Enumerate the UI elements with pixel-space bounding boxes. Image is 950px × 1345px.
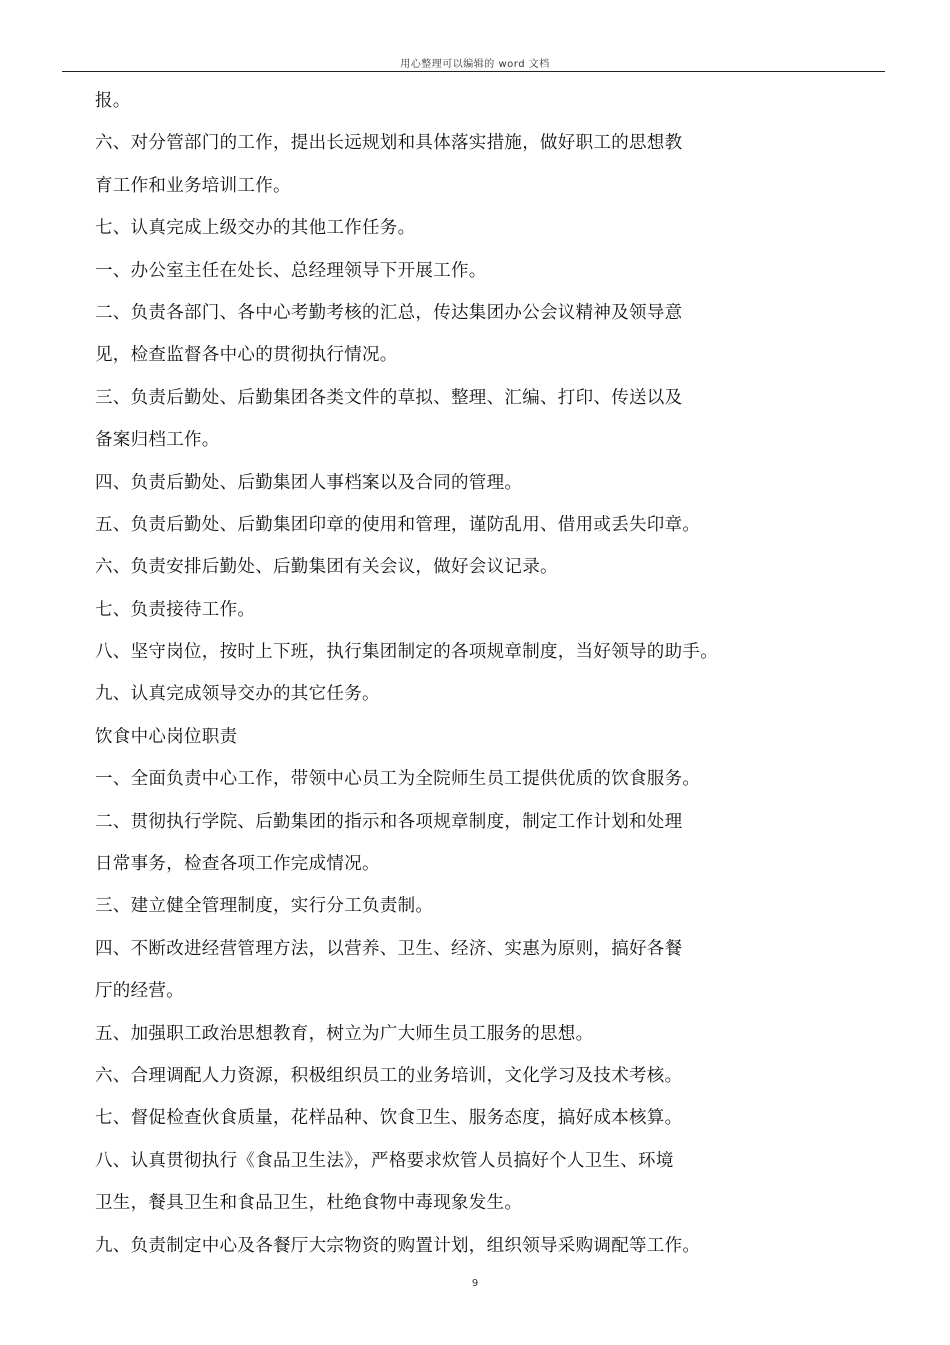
text-line: 一、全面负责中心工作，带领中心员工为全院师生员工提供优质的饮食服务。 — [95, 769, 701, 790]
text-line: 四、负责后勤处、后勤集团人事档案以及合同的管理。 — [95, 472, 523, 493]
text-line: 二、贯彻执行学院、后勤集团的指示和各项规章制度，制定工作计划和处理 — [95, 811, 683, 832]
text-line: 九、认真完成领导交办的其它任务。 — [95, 684, 380, 705]
text-line: 卫生，餐具卫生和食品卫生，杜绝食物中毒现象发生。 — [95, 1193, 523, 1214]
page-number: 9 — [471, 1278, 479, 1289]
text-line: 二、负责各部门、各中心考勤考核的汇总，传达集团办公会议精神及领导意 — [95, 302, 683, 323]
text-line: 四、不断改进经营管理方法，以营养、卫生、经济、实惠为原则，搞好各餐 — [95, 938, 683, 959]
text-line: 一、办公室主任在处长、总经理领导下开展工作。 — [95, 260, 487, 281]
text-line: 八、坚守岗位，按时上下班，执行集团制定的各项规章制度，当好领导的助手。 — [95, 642, 718, 663]
text-line: 九、负责制定中心及各餐厅大宗物资的购置计划，组织领导采购调配等工作。 — [95, 1235, 701, 1256]
text-line: 见，检查监督各中心的贯彻执行情况。 — [95, 345, 398, 366]
text-line: 备案归档工作。 — [95, 430, 220, 451]
section-heading: 饮食中心岗位职责 — [95, 726, 238, 747]
text-line: 七、负责接待工作。 — [95, 599, 256, 620]
header-divider — [62, 71, 885, 72]
text-line: 八、认真贯彻执行《食品卫生法》，严格要求炊管人员搞好个人卫生、环境 — [95, 1150, 674, 1171]
text-line: 育工作和业务培训工作。 — [95, 175, 291, 196]
text-line: 五、负责后勤处、后勤集团印章的使用和管理，谨防乱用、借用或丢失印章。 — [95, 514, 701, 535]
text-line: 厅的经营。 — [95, 981, 184, 1002]
text-line: 报。 — [95, 91, 131, 111]
document-body — [95, 80, 755, 1267]
text-line: 五、加强职工政治思想教育，树立为广大师生员工服务的思想。 — [95, 1023, 594, 1044]
text-line: 七、督促检查伙食质量，花样品种、饮食卫生、服务态度，搞好成本核算。 — [95, 1108, 683, 1129]
text-line: 六、合理调配人力资源，积极组织员工的业务培训，文化学习及技术考核。 — [95, 1065, 683, 1086]
page-header: 用心整理可以编辑的 word 文档 — [400, 59, 550, 70]
text-line: 日常事务，检查各项工作完成情况。 — [95, 854, 380, 875]
text-line: 三、建立健全管理制度，实行分工负责制。 — [95, 896, 434, 917]
text-line: 六、负责安排后勤处、后勤集团有关会议，做好会议记录。 — [95, 557, 558, 578]
text-line: 七、认真完成上级交办的其他工作任务。 — [95, 218, 416, 239]
text-line: 六、对分管部门的工作，提出长远规划和具体落实措施，做好职工的思想教 — [95, 133, 683, 154]
text-line: 三、负责后勤处、后勤集团各类文件的草拟、整理、汇编、打印、传送以及 — [95, 387, 683, 408]
